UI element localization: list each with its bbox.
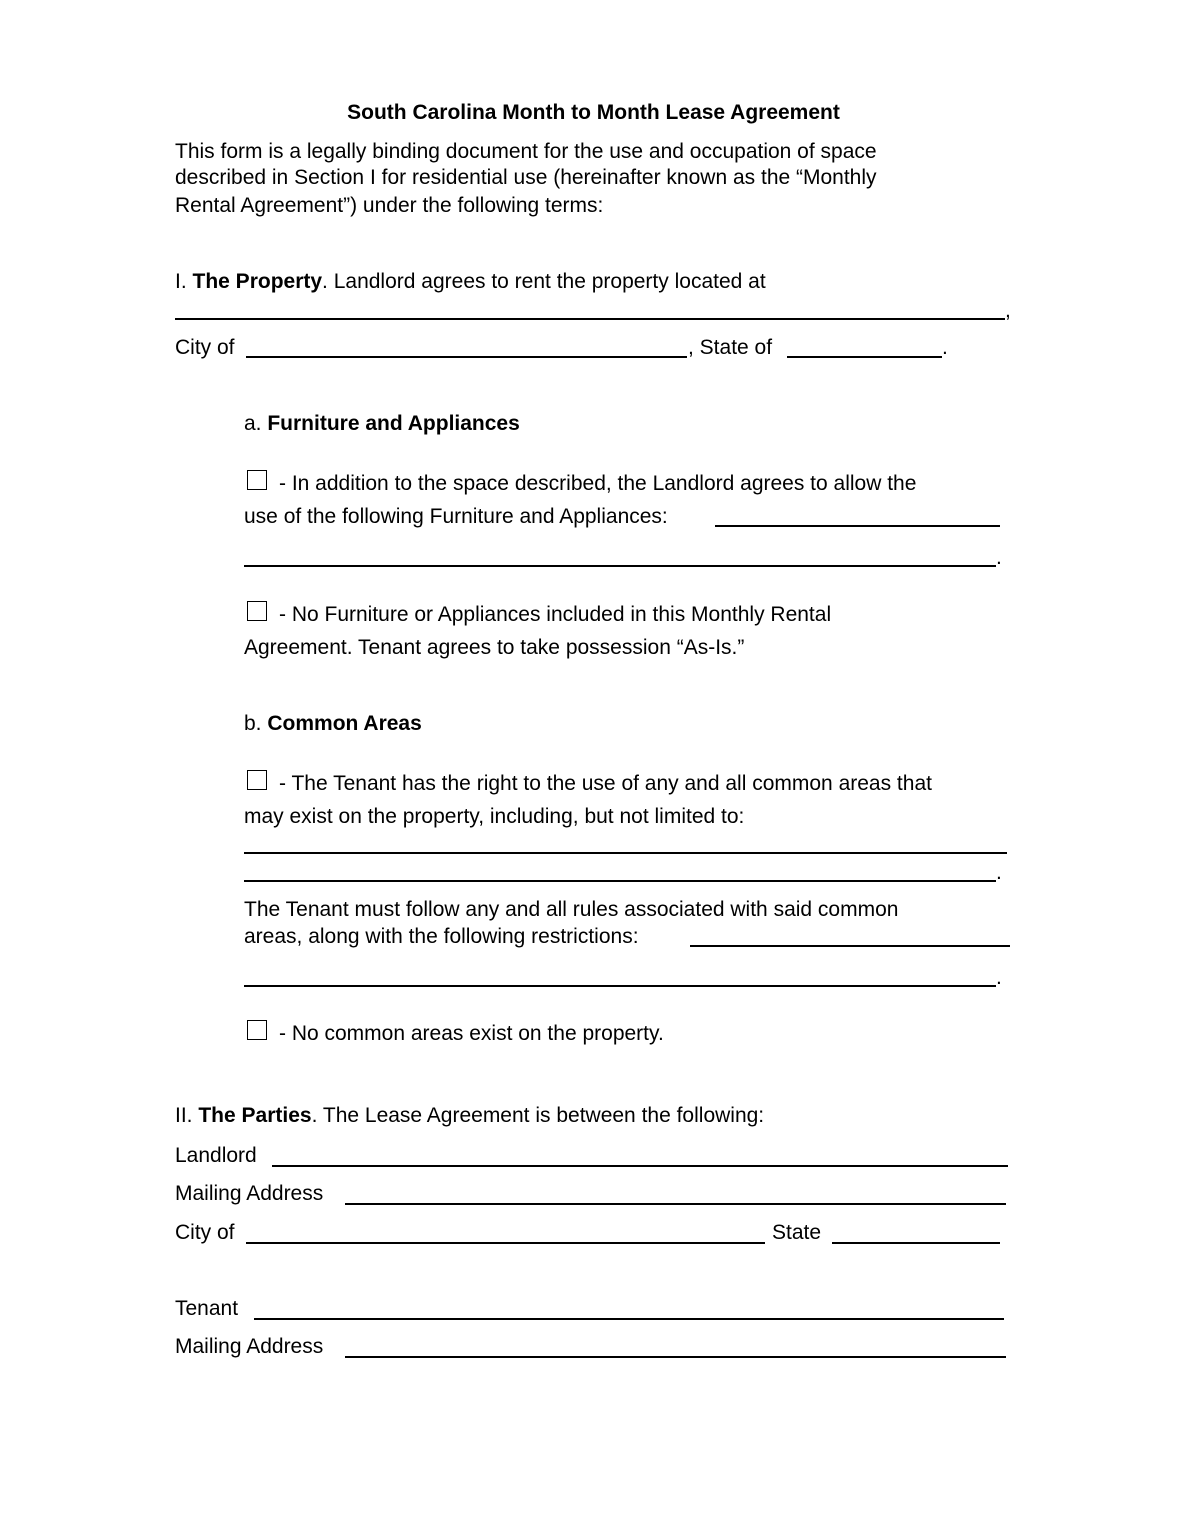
landlord-state-field[interactable]: [832, 1217, 1000, 1243]
landlord-state-label: State: [772, 1221, 822, 1244]
intro-line-2: described in Section I for residential use (hereinafter known as the “Monthly: [175, 166, 877, 189]
landlord-state-line: [832, 1242, 1000, 1244]
tenant-mailing-line: [345, 1356, 1006, 1358]
no-furniture-checkbox[interactable]: [247, 601, 267, 621]
landlord-line: [272, 1165, 1008, 1167]
tenant-label: Tenant: [175, 1297, 239, 1320]
property-address-line: [175, 318, 1005, 320]
furniture-included-checkbox[interactable]: [247, 470, 267, 490]
subsection-a-title: Furniture and Appliances: [267, 412, 520, 435]
document-title: South Carolina Month to Month Lease Agreement: [347, 101, 840, 124]
property-city-field[interactable]: [246, 332, 687, 358]
tenant-field[interactable]: [254, 1293, 1004, 1319]
property-state-field[interactable]: [787, 332, 942, 358]
property-address-comma: ,: [1005, 299, 1011, 322]
no-common-areas-checkbox[interactable]: [247, 1020, 267, 1040]
common-areas-text-2: may exist on the property, including, but not limited to:: [244, 805, 745, 828]
furniture-list-line-1: [715, 525, 1000, 527]
intro-line-1: This form is a legally binding document for the use and occupation of space: [175, 140, 877, 163]
tenant-mailing-field[interactable]: [345, 1331, 1006, 1357]
restrictions-field-1[interactable]: [690, 920, 1010, 946]
tenant-line: [254, 1318, 1004, 1320]
furniture-list-field[interactable]: [715, 500, 1000, 526]
restrictions-line-2: [244, 985, 996, 987]
no-furniture-text-1: - No Furniture or Appliances included in this Monthly Rental: [279, 603, 832, 626]
restrictions-line-1: [690, 945, 1010, 947]
common-areas-field-1[interactable]: [244, 826, 1007, 852]
landlord-field[interactable]: [272, 1140, 1008, 1166]
section-1-heading: [175, 271, 766, 292]
furniture-list-line-2: [244, 565, 996, 567]
subsection-b-title: Common Areas: [267, 712, 422, 735]
property-address-field[interactable]: [175, 292, 1005, 318]
common-rules-text-1: The Tenant must follow any and all rules associated with said common: [244, 898, 899, 921]
landlord-mailing-line: [345, 1203, 1006, 1205]
landlord-city-line: [246, 1242, 765, 1244]
landlord-mailing-field[interactable]: [345, 1178, 1006, 1204]
section-1-numeral: I.: [175, 270, 187, 293]
section-2-title: The Parties: [198, 1104, 312, 1127]
section-2-numeral: II.: [175, 1104, 193, 1127]
furniture-list-period: .: [996, 546, 1002, 569]
landlord-city-field[interactable]: [246, 1217, 765, 1243]
subsection-a-letter: a.: [244, 412, 262, 435]
property-city-line: [246, 356, 687, 358]
tenant-mailing-label: Mailing Address: [175, 1335, 324, 1358]
property-state-period: .: [942, 336, 948, 359]
common-areas-line-2: [244, 880, 996, 882]
landlord-city-label: City of: [175, 1221, 235, 1244]
common-areas-text-1: - The Tenant has the right to the use of any and all common areas that: [279, 772, 932, 795]
restrictions-period: .: [996, 966, 1002, 989]
furniture-list-field-2[interactable]: [244, 540, 996, 566]
furniture-included-text-1: - In addition to the space described, the Landlord agrees to allow the: [279, 472, 917, 495]
common-areas-line-1: [244, 852, 1007, 854]
common-rules-text-2: areas, along with the following restrictions:: [244, 925, 639, 948]
section-2-heading: [175, 1105, 764, 1126]
subsection-b-letter: b.: [244, 712, 262, 735]
section-2-text: . The Lease Agreement is between the following:: [311, 1104, 765, 1127]
landlord-label: Landlord: [175, 1144, 257, 1167]
section-1-text: . Landlord agrees to rent the property located at: [322, 270, 766, 293]
common-areas-field-2[interactable]: [244, 856, 996, 882]
subsection-b-heading: [244, 713, 422, 734]
no-furniture-text-2: Agreement. Tenant agrees to take possession “As-Is.”: [244, 636, 745, 659]
landlord-mailing-label: Mailing Address: [175, 1182, 324, 1205]
common-areas-checkbox[interactable]: [247, 770, 267, 790]
property-state-line: [787, 356, 942, 358]
furniture-included-text-2: use of the following Furniture and Appliances:: [244, 505, 668, 528]
common-areas-period: .: [996, 861, 1002, 884]
section-1-title: The Property: [192, 270, 323, 293]
subsection-a-heading: [244, 413, 520, 434]
no-common-areas-text: - No common areas exist on the property.: [279, 1022, 664, 1045]
intro-line-3: Rental Agreement”) under the following terms:: [175, 194, 604, 217]
property-city-label: City of: [175, 336, 235, 359]
property-state-label: , State of: [688, 336, 773, 359]
restrictions-field-2[interactable]: [244, 960, 996, 986]
